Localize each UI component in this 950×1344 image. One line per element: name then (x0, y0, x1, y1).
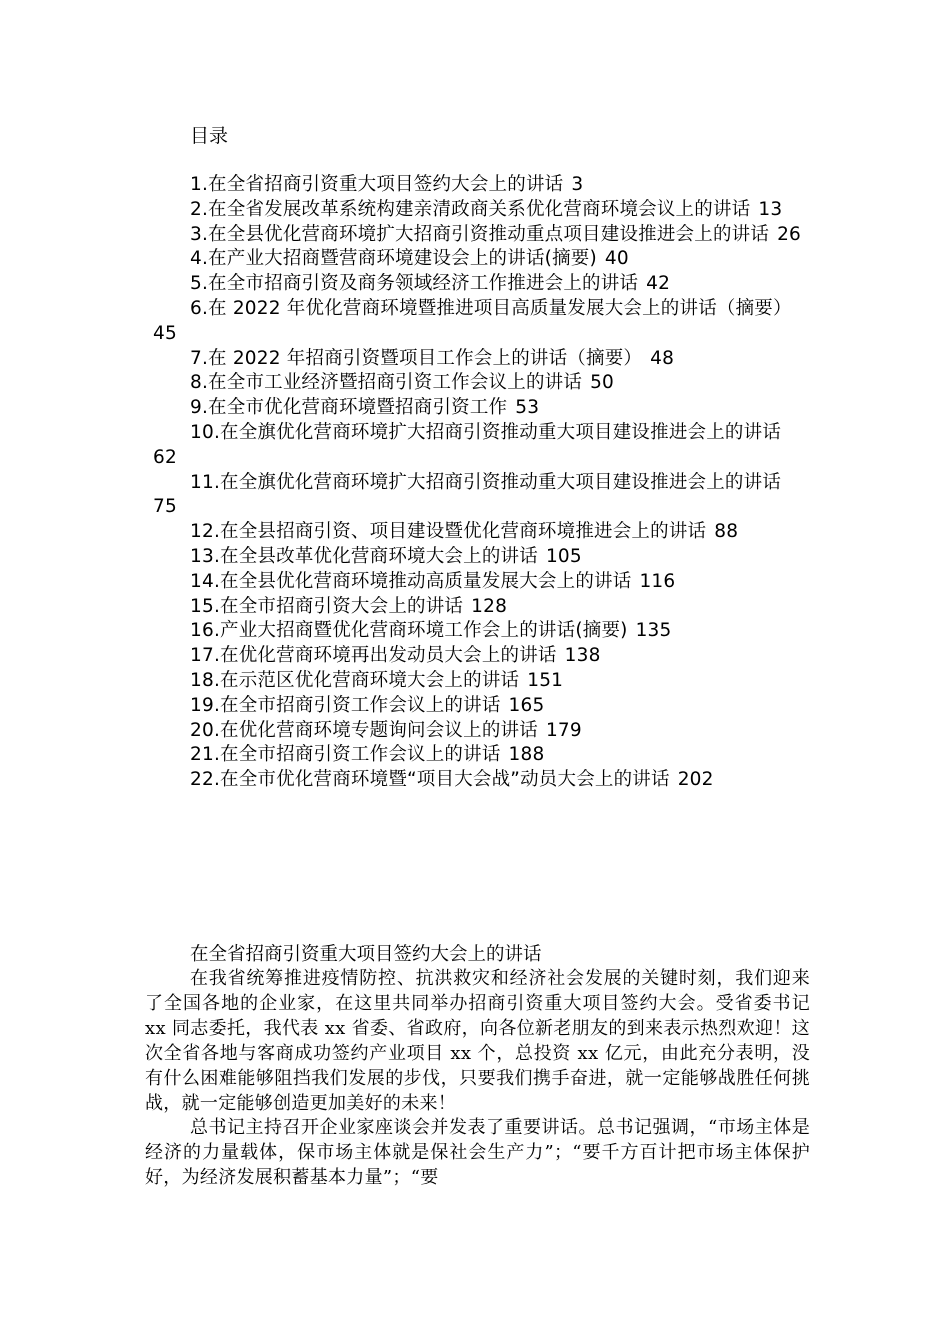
toc-entry-text: 10.在全旗优化营商环境扩大招商引资推动重大项目建设推进会上的讲话 (190, 421, 782, 443)
toc-entry[interactable] (145, 619, 810, 644)
toc-page-number: 62 (153, 446, 177, 468)
toc-page-number: 151 (527, 669, 564, 691)
toc-entry[interactable] (145, 669, 810, 694)
toc-entry[interactable] (145, 223, 810, 248)
toc-entry[interactable] (145, 545, 810, 570)
toc-entry-text: 8.在全市工业经济暨招商引资工作会议上的讲话 (190, 372, 583, 394)
table-of-contents (145, 173, 810, 793)
toc-entry[interactable] (145, 520, 810, 545)
toc-page-number: 26 (777, 223, 802, 245)
toc-entry[interactable] (145, 719, 810, 744)
toc-entry-text: 19.在全市招商引资工作会议上的讲话 (190, 694, 501, 716)
toc-page-number: 128 (471, 595, 508, 617)
toc-page-number: 42 (646, 273, 671, 295)
toc-entry-text: 9.在全市优化营商环境暨招商引资工作 (190, 397, 508, 419)
toc-entry[interactable] (145, 272, 810, 297)
toc-entry-text: 18.在示范区优化营商环境大会上的讲话 (190, 669, 520, 691)
toc-entry-text: 16.产业大招商暨优化营商环境工作会上的讲话(摘要) (190, 620, 628, 642)
toc-page-number: 138 (564, 645, 601, 667)
toc-entry-text: 21.在全市招商引资工作会议上的讲话 (190, 744, 501, 766)
toc-page-number: 53 (515, 397, 540, 419)
toc-entry-text: 2.在全省发展改革系统构建亲清政商关系优化营商环境会议上的讲话 (190, 198, 751, 220)
toc-entry-text: 12.在全县招商引资、项目建设暨优化营商环境推进会上的讲话 (190, 521, 707, 543)
toc-entry-text: 22.在全市优化营商环境暨“项目大会战”动员大会上的讲话 (190, 769, 670, 791)
toc-page-number: 40 (604, 248, 629, 270)
toc-page-number: 179 (545, 719, 582, 741)
toc-page-number: 75 (153, 496, 177, 518)
toc-entry-text: 4.在产业大招商暨营商环境建设会上的讲话(摘要) (190, 248, 597, 270)
toc-title: 目录 (190, 125, 229, 147)
body-paragraph: 在我省统筹推进疫情防控、抗洪救灾和经济社会发展的关键时刻，我们迎来了全国各地的企业家，在这里共同举办招商引资重大项目签约大会。受省委书记 xx 同志委托，我代表 xx 省委、省政府，向各位新老朋友的到来表示热烈欢迎！这次全省各地与客商成功签约产业项目 xx 个，总投资 xx 亿元，由此充分表明，没有什么困难能够阻挡我们发展的步伐，只要我们携手奋进，就一定能够战胜任何挑战，就一定能够创造更加美好的未来！ (145, 968, 810, 1114)
toc-entry[interactable] (145, 743, 810, 768)
toc-entry-text: 14.在全县优化营商环境推动高质量发展大会上的讲话 (190, 570, 632, 592)
toc-page-number: 188 (508, 744, 545, 766)
toc-entry-text: 15.在全市招商引资大会上的讲话 (190, 595, 464, 617)
toc-entry[interactable] (145, 396, 810, 421)
toc-page-number: 202 (677, 769, 714, 791)
toc-entry[interactable] (145, 694, 810, 719)
toc-page-number: 50 (590, 372, 615, 394)
toc-entry[interactable] (145, 570, 810, 595)
toc-entry[interactable] (145, 371, 810, 396)
toc-entry-text: 13.在全县改革优化营商环境大会上的讲话 (190, 545, 538, 567)
toc-entry[interactable] (145, 595, 810, 620)
toc-entry[interactable] (145, 768, 810, 793)
toc-page-number: 88 (714, 521, 739, 543)
toc-entry-text: 1.在全省招商引资重大项目签约大会上的讲话 (190, 174, 564, 195)
document-body (145, 942, 810, 1191)
toc-entry-text: 11.在全旗优化营商环境扩大招商引资推动重大项目建设推进会上的讲话 (190, 471, 782, 493)
toc-entry[interactable] (145, 644, 810, 669)
toc-page-number: 116 (639, 570, 676, 592)
toc-entry[interactable] (145, 347, 810, 372)
toc-entry-text: 20.在优化营商环境专题询问会议上的讲话 (190, 719, 538, 741)
toc-page-number: 13 (758, 198, 783, 220)
toc-page-number: 165 (508, 694, 545, 716)
body-paragraph: 总书记主持召开企业家座谈会并发表了重要讲话。总书记强调，“市场主体是经济的力量载体，保市场主体就是保社会生产力”；“要千方百计把市场主体保护好，为经济发展积蓄基本力量”；“要 (145, 1117, 810, 1189)
section-heading: 在全省招商引资重大项目签约大会上的讲话 (190, 944, 542, 965)
toc-page-number: 105 (545, 545, 582, 567)
toc-entry-text: 5.在全市招商引资及商务领域经济工作推进会上的讲话 (190, 273, 639, 295)
toc-entry[interactable] (145, 247, 810, 272)
toc-entry[interactable] (145, 198, 810, 223)
toc-page-number: 45 (153, 322, 177, 344)
toc-entry-text: 17.在优化营商环境再出发动员大会上的讲话 (190, 645, 557, 667)
toc-entry-text: 6.在 2022 年优化营商环境暨推进项目高质量发展大会上的讲话（摘要） (190, 297, 792, 319)
toc-page-number: 48 (650, 347, 675, 369)
toc-entry[interactable] (145, 471, 810, 521)
toc-page-number: 3 (571, 174, 584, 195)
toc-page-number: 135 (635, 620, 672, 642)
toc-entry[interactable] (145, 421, 810, 471)
toc-entry-text: 3.在全县优化营商环境扩大招商引资推动重点项目建设推进会上的讲话 (190, 223, 770, 245)
toc-entry[interactable] (145, 297, 810, 347)
toc-entry[interactable] (145, 173, 810, 198)
toc-entry-text: 7.在 2022 年招商引资暨项目工作会上的讲话（摘要） (190, 347, 643, 369)
